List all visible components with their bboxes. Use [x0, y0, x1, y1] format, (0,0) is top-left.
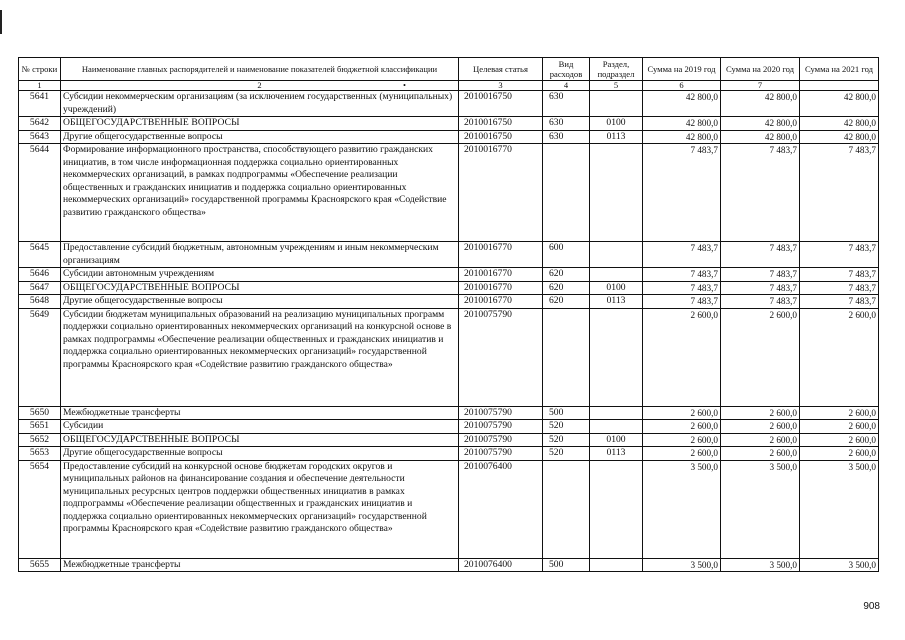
- row-sum-2019: 2 600,0: [643, 406, 721, 420]
- row-code: 2010016770: [459, 144, 543, 242]
- header-sum-2020: Сумма на 2020 год: [721, 58, 800, 81]
- column-number: 5: [590, 81, 643, 91]
- row-code: 2010076400: [459, 460, 543, 558]
- row-sum-2020: 42 800,0: [721, 117, 800, 131]
- table-row: [19, 558, 879, 572]
- row-vid: 620: [543, 268, 590, 282]
- row-sum-2019: 7 483,7: [643, 295, 721, 309]
- row-vid: 630: [543, 130, 590, 144]
- row-sum-2021: 42 800,0: [800, 130, 879, 144]
- row-vid: [543, 308, 590, 406]
- row-sum-2021: 7 483,7: [800, 242, 879, 268]
- row-razd: [590, 308, 643, 406]
- row-number: 5649: [19, 308, 61, 406]
- table-row: [19, 130, 879, 144]
- budget-table: [18, 57, 879, 572]
- row-vid: 500: [543, 406, 590, 420]
- row-razd: [590, 242, 643, 268]
- header-sum-2019: Сумма на 2019 год: [643, 58, 721, 81]
- row-sum-2020: 2 600,0: [721, 406, 800, 420]
- row-sum-2021: 2 600,0: [800, 406, 879, 420]
- table-row: [19, 268, 879, 282]
- column-number: [800, 81, 879, 91]
- row-sum-2020: 2 600,0: [721, 433, 800, 447]
- row-razd: 0100: [590, 433, 643, 447]
- row-razd: 0113: [590, 295, 643, 309]
- row-sum-2021: 3 500,0: [800, 558, 879, 572]
- row-number: 5650: [19, 406, 61, 420]
- row-razd: [590, 144, 643, 242]
- row-sum-2019: 42 800,0: [643, 117, 721, 131]
- row-sum-2021: 2 600,0: [800, 447, 879, 461]
- row-vid: 520: [543, 447, 590, 461]
- row-name: Субсидии некоммерческим организациям (за исключением государственных (муниципальных) учреждений): [61, 91, 459, 117]
- column-number: 6: [643, 81, 721, 91]
- row-razd: [590, 460, 643, 558]
- row-code: 2010016770: [459, 268, 543, 282]
- row-vid: 600: [543, 242, 590, 268]
- row-name: ОБЩЕГОСУДАРСТВЕННЫЕ ВОПРОСЫ: [61, 117, 459, 131]
- row-name: Другие общегосударственные вопросы: [61, 130, 459, 144]
- row-sum-2020: 2 600,0: [721, 420, 800, 434]
- column-number: 4: [543, 81, 590, 91]
- row-vid: 620: [543, 295, 590, 309]
- row-number: 5648: [19, 295, 61, 309]
- column-number: [61, 81, 459, 91]
- row-number: 5641: [19, 91, 61, 117]
- row-vid: 620: [543, 281, 590, 295]
- row-razd: 0100: [590, 281, 643, 295]
- column-number-label: 2: [257, 80, 262, 90]
- row-sum-2019: 2 600,0: [643, 308, 721, 406]
- table-row: [19, 91, 879, 117]
- row-sum-2021: 7 483,7: [800, 281, 879, 295]
- row-name: Межбюджетные трансферты: [61, 558, 459, 572]
- row-name: Межбюджетные трансферты: [61, 406, 459, 420]
- row-sum-2019: 2 600,0: [643, 420, 721, 434]
- header-razd: Раздел, подраздел: [590, 58, 643, 81]
- stray-mark: •: [403, 80, 406, 90]
- table-row: [19, 295, 879, 309]
- row-number: 5645: [19, 242, 61, 268]
- row-sum-2019: 7 483,7: [643, 144, 721, 242]
- row-code: 2010016750: [459, 117, 543, 131]
- row-code: 2010016750: [459, 91, 543, 117]
- row-code: 2010016770: [459, 242, 543, 268]
- table-row: [19, 420, 879, 434]
- row-sum-2021: 7 483,7: [800, 268, 879, 282]
- row-vid: 520: [543, 420, 590, 434]
- row-code: 2010016750: [459, 130, 543, 144]
- row-name: Другие общегосударственные вопросы: [61, 295, 459, 309]
- row-razd: [590, 406, 643, 420]
- row-razd: 0100: [590, 117, 643, 131]
- row-sum-2020: 7 483,7: [721, 295, 800, 309]
- row-code: 2010075790: [459, 433, 543, 447]
- row-sum-2020: 2 600,0: [721, 447, 800, 461]
- row-name: ОБЩЕГОСУДАРСТВЕННЫЕ ВОПРОСЫ: [61, 433, 459, 447]
- page-number: 908: [863, 601, 880, 612]
- row-sum-2019: 3 500,0: [643, 460, 721, 558]
- row-sum-2020: 7 483,7: [721, 144, 800, 242]
- header-name: Наименование главных распорядителей и наименование показателей бюджетной классификации: [61, 58, 459, 81]
- row-razd: [590, 268, 643, 282]
- header-row: [19, 58, 879, 81]
- row-name: Субсидии бюджетам муниципальных образований на реализацию муниципальных программ поддержки социально ориентированных некоммерческих организаций на конкурсной основе в рамках подпрограммы «Обеспечение реализации общественных и гражданских инициатив и поддержка социально ориентированных некоммерческих организаций» государственной программы Красноярского края «Содействие развитию гражданского общества»: [61, 308, 459, 406]
- row-sum-2021: 2 600,0: [800, 433, 879, 447]
- row-number: 5652: [19, 433, 61, 447]
- row-sum-2021: 7 483,7: [800, 144, 879, 242]
- column-number: 7: [721, 81, 800, 91]
- row-sum-2020: 2 600,0: [721, 308, 800, 406]
- row-code: 2010016770: [459, 281, 543, 295]
- row-number: 5653: [19, 447, 61, 461]
- header-code: Целевая статья: [459, 58, 543, 81]
- row-sum-2021: 42 800,0: [800, 91, 879, 117]
- table-row: [19, 460, 879, 558]
- row-number: 5642: [19, 117, 61, 131]
- row-name: Предоставление субсидий на конкурсной основе бюджетам городских округов и муниципальных районов на финансирование создания и обеспечение деятельности муниципальных ресурсных центров поддержки общественных инициатив в рамках подпрограммы «Обеспечение реализации общественных и гражданских инициатив и поддержка социально ориентированных некоммерческих организаций» государственной программы Красноярского края «Содействие развитию гражданского общества»: [61, 460, 459, 558]
- row-razd: 0113: [590, 447, 643, 461]
- row-vid: [543, 460, 590, 558]
- table-row: [19, 433, 879, 447]
- row-sum-2019: 7 483,7: [643, 268, 721, 282]
- table-row: [19, 281, 879, 295]
- row-name: Другие общегосударственные вопросы: [61, 447, 459, 461]
- row-sum-2019: 2 600,0: [643, 447, 721, 461]
- row-name: Формирование информационного пространства, способствующего развитию гражданских инициатив, в том числе информационная поддержка социально ориентированных некоммерческих организаций, в рамках подпрограммы «Обеспечение реализации общественных и гражданских инициатив и поддержка социально ориентированных некоммерческих организаций» государственной программы Красноярского края «Содействие развитию гражданского общества»: [61, 144, 459, 242]
- row-number: 5644: [19, 144, 61, 242]
- row-sum-2021: 3 500,0: [800, 460, 879, 558]
- table-row: [19, 447, 879, 461]
- table-row: [19, 117, 879, 131]
- row-vid: 500: [543, 558, 590, 572]
- row-sum-2021: 2 600,0: [800, 420, 879, 434]
- row-sum-2020: 7 483,7: [721, 242, 800, 268]
- row-sum-2020: 42 800,0: [721, 91, 800, 117]
- row-code: 2010075790: [459, 308, 543, 406]
- row-sum-2019: 42 800,0: [643, 130, 721, 144]
- row-vid: 630: [543, 91, 590, 117]
- column-numbers-row: [19, 81, 879, 91]
- row-sum-2019: 3 500,0: [643, 558, 721, 572]
- row-vid: 630: [543, 117, 590, 131]
- header-vid: Вид расходов: [543, 58, 590, 81]
- row-sum-2019: 7 483,7: [643, 281, 721, 295]
- row-sum-2020: 7 483,7: [721, 268, 800, 282]
- row-sum-2021: 7 483,7: [800, 295, 879, 309]
- row-razd: [590, 91, 643, 117]
- row-name: ОБЩЕГОСУДАРСТВЕННЫЕ ВОПРОСЫ: [61, 281, 459, 295]
- row-sum-2019: 42 800,0: [643, 91, 721, 117]
- row-sum-2021: 42 800,0: [800, 117, 879, 131]
- table-row: [19, 406, 879, 420]
- column-number: 1: [19, 81, 61, 91]
- row-vid: 520: [543, 433, 590, 447]
- scan-edge-mark: [0, 10, 2, 34]
- table-row: [19, 144, 879, 242]
- column-number: 3: [459, 81, 543, 91]
- row-vid: [543, 144, 590, 242]
- row-number: 5654: [19, 460, 61, 558]
- row-sum-2021: 2 600,0: [800, 308, 879, 406]
- row-sum-2020: 7 483,7: [721, 281, 800, 295]
- row-number: 5643: [19, 130, 61, 144]
- row-code: 2010016770: [459, 295, 543, 309]
- table-row: [19, 308, 879, 406]
- header-sum-2021: Сумма на 2021 год: [800, 58, 879, 81]
- row-sum-2020: 3 500,0: [721, 558, 800, 572]
- row-sum-2019: 2 600,0: [643, 433, 721, 447]
- row-number: 5647: [19, 281, 61, 295]
- row-code: 2010075790: [459, 420, 543, 434]
- row-number: 5651: [19, 420, 61, 434]
- row-number: 5655: [19, 558, 61, 572]
- table-row: [19, 242, 879, 268]
- row-name: Предоставление субсидий бюджетным, автономным учреждениям и иным некоммерческим организациям: [61, 242, 459, 268]
- row-razd: [590, 420, 643, 434]
- row-sum-2019: 7 483,7: [643, 242, 721, 268]
- row-sum-2020: 3 500,0: [721, 460, 800, 558]
- row-number: 5646: [19, 268, 61, 282]
- row-code: 2010076400: [459, 558, 543, 572]
- row-razd: 0113: [590, 130, 643, 144]
- row-sum-2020: 42 800,0: [721, 130, 800, 144]
- row-name: Субсидии автономным учреждениям: [61, 268, 459, 282]
- row-razd: [590, 558, 643, 572]
- row-code: 2010075790: [459, 406, 543, 420]
- row-code: 2010075790: [459, 447, 543, 461]
- row-name: Субсидии: [61, 420, 459, 434]
- header-num: № строки: [19, 58, 61, 81]
